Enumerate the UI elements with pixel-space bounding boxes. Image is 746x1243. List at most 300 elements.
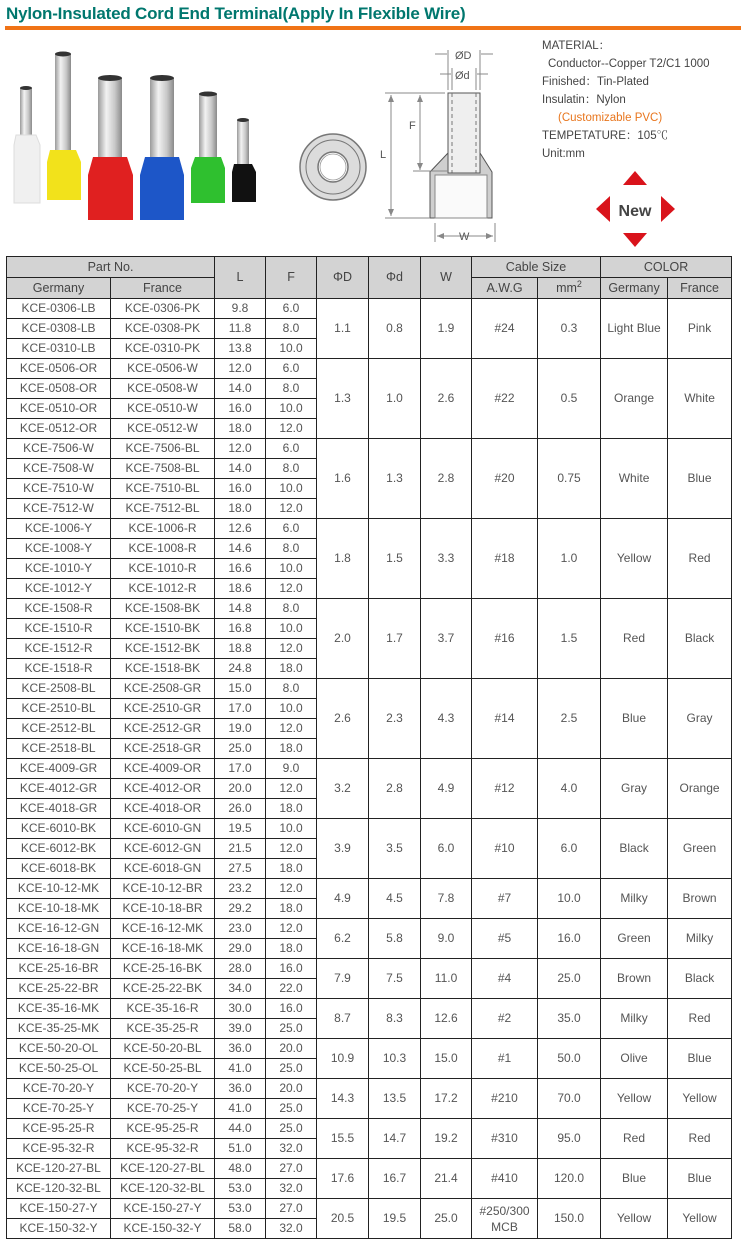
part-france: KCE-4012-OR [111,779,215,799]
table-row [7,359,732,379]
header-cable-size: Cable Size [472,257,601,278]
width-W: 3.3 [421,519,472,599]
width-W: 6.0 [421,819,472,879]
phi-D: 4.9 [317,879,369,919]
mm2: 150.0 [538,1199,601,1239]
phi-D: 6.2 [317,919,369,959]
table-row [7,1079,732,1099]
header-L: L [215,257,266,299]
length-F: 10.0 [266,819,317,839]
table-row [7,599,732,619]
mm2: 120.0 [538,1159,601,1199]
arrow-left-icon [596,196,610,222]
part-france: KCE-10-12-BR [111,879,215,899]
new-badge-label: New [618,203,652,220]
part-france: KCE-1518-BK [111,659,215,679]
part-france: KCE-7510-BL [111,479,215,499]
phi-D: 2.6 [317,679,369,759]
color-france: White [668,359,732,439]
length-F: 32.0 [266,1219,317,1239]
part-france: KCE-0510-W [111,399,215,419]
part-germany: KCE-50-20-OL [7,1039,111,1059]
length-L: 26.0 [215,799,266,819]
part-germany: KCE-1012-Y [7,579,111,599]
part-france: KCE-95-32-R [111,1139,215,1159]
part-germany: KCE-95-32-R [7,1139,111,1159]
mm2: 4.0 [538,759,601,819]
color-germany: Olive [601,1039,668,1079]
length-F: 18.0 [266,899,317,919]
phi-d: 8.3 [369,999,421,1039]
length-L: 53.0 [215,1179,266,1199]
width-W: 9.0 [421,919,472,959]
diagram-label-D: ØD [455,50,472,62]
length-F: 22.0 [266,979,317,999]
color-germany: Yellow [601,1079,668,1119]
width-W: 15.0 [421,1039,472,1079]
length-L: 18.6 [215,579,266,599]
temperature-spec: TEMPETATURE：105℃ [542,130,669,142]
length-L: 12.0 [215,359,266,379]
phi-d: 5.8 [369,919,421,959]
color-germany: Milky [601,879,668,919]
length-L: 18.0 [215,499,266,519]
mm2: 50.0 [538,1039,601,1079]
length-F: 18.0 [266,799,317,819]
part-france: KCE-1008-R [111,539,215,559]
phi-d: 13.5 [369,1079,421,1119]
length-L: 16.8 [215,619,266,639]
phi-D: 10.9 [317,1039,369,1079]
length-L: 18.0 [215,419,266,439]
part-france: KCE-50-20-BL [111,1039,215,1059]
part-france: KCE-7512-BL [111,499,215,519]
part-germany: KCE-120-32-BL [7,1179,111,1199]
diagram-label-W: W [459,231,470,243]
length-F: 12.0 [266,499,317,519]
part-germany: KCE-2510-BL [7,699,111,719]
length-F: 32.0 [266,1179,317,1199]
awg: #18 [472,519,538,599]
length-F: 8.0 [266,539,317,559]
part-germany: KCE-0512-OR [7,419,111,439]
length-L: 14.8 [215,599,266,619]
length-F: 6.0 [266,519,317,539]
length-L: 19.0 [215,719,266,739]
length-F: 12.0 [266,839,317,859]
spec-table-body [7,299,732,1239]
length-F: 25.0 [266,1019,317,1039]
part-germany: KCE-1508-R [7,599,111,619]
length-F: 10.0 [266,619,317,639]
phi-d: 4.5 [369,879,421,919]
table-row [7,1119,732,1139]
header-color: COLOR [601,257,732,278]
color-germany: Green [601,919,668,959]
part-germany: KCE-6012-BK [7,839,111,859]
table-row [7,759,732,779]
arrow-right-icon [661,196,675,222]
table-row [7,1199,732,1219]
length-L: 14.0 [215,459,266,479]
color-germany: Yellow [601,519,668,599]
length-F: 32.0 [266,1139,317,1159]
length-F: 10.0 [266,559,317,579]
length-L: 14.6 [215,539,266,559]
page-title: Nylon-Insulated Cord End Terminal(Apply In Flexible Wire) [6,4,466,23]
header-phi-d: Φd [369,257,421,299]
arrow-up-icon [623,171,647,185]
part-germany: KCE-7508-W [7,459,111,479]
color-france: Brown [668,879,732,919]
part-germany: KCE-1510-R [7,619,111,639]
diagram-label-L: L [380,149,387,161]
color-france: Gray [668,679,732,759]
part-france: KCE-1006-R [111,519,215,539]
color-germany: Light Blue [601,299,668,359]
color-france: Black [668,599,732,679]
part-france: KCE-16-18-MK [111,939,215,959]
length-L: 58.0 [215,1219,266,1239]
table-row [7,679,732,699]
length-L: 11.8 [215,319,266,339]
color-germany: White [601,439,668,519]
part-germany: KCE-4018-GR [7,799,111,819]
part-france: KCE-0306-PK [111,299,215,319]
part-germany: KCE-0508-OR [7,379,111,399]
length-L: 48.0 [215,1159,266,1179]
mm2: 70.0 [538,1079,601,1119]
length-F: 25.0 [266,1059,317,1079]
part-france: KCE-120-32-BL [111,1179,215,1199]
part-france: KCE-2512-GR [111,719,215,739]
length-F: 12.0 [266,419,317,439]
width-W: 2.6 [421,359,472,439]
phi-D: 20.5 [317,1199,369,1239]
table-row [7,999,732,1019]
length-F: 25.0 [266,1119,317,1139]
part-germany: KCE-35-16-MK [7,999,111,1019]
table-row [7,879,732,899]
length-F: 12.0 [266,879,317,899]
phi-D: 1.3 [317,359,369,439]
length-F: 20.0 [266,1039,317,1059]
length-L: 15.0 [215,679,266,699]
phi-D: 3.2 [317,759,369,819]
part-france: KCE-70-20-Y [111,1079,215,1099]
length-F: 12.0 [266,639,317,659]
arrow-down-icon [623,233,647,247]
part-france: KCE-10-18-BR [111,899,215,919]
color-france: Red [668,1119,732,1159]
phi-d: 1.3 [369,439,421,519]
color-france: Yellow [668,1079,732,1119]
length-F: 10.0 [266,339,317,359]
awg: #1 [472,1039,538,1079]
unit-spec: Unit:mm [542,148,585,160]
header-awg: A.W.G [472,278,538,299]
part-france: KCE-0506-W [111,359,215,379]
part-germany: KCE-0308-LB [7,319,111,339]
awg: #5 [472,919,538,959]
table-row [7,519,732,539]
part-germany: KCE-1006-Y [7,519,111,539]
awg: #20 [472,439,538,519]
mm2: 6.0 [538,819,601,879]
length-L: 20.0 [215,779,266,799]
phi-D: 14.3 [317,1079,369,1119]
mm2: 1.0 [538,519,601,599]
color-france: Milky [668,919,732,959]
length-F: 18.0 [266,739,317,759]
color-germany: Blue [601,1159,668,1199]
color-germany: Orange [601,359,668,439]
spec-table [6,256,732,1239]
phi-D: 17.6 [317,1159,369,1199]
phi-D: 3.9 [317,819,369,879]
phi-d: 19.5 [369,1199,421,1239]
length-F: 18.0 [266,939,317,959]
length-L: 29.0 [215,939,266,959]
color-france: Blue [668,1159,732,1199]
color-germany: Yellow [601,1199,668,1239]
length-L: 12.6 [215,519,266,539]
phi-d: 14.7 [369,1119,421,1159]
table-row [7,299,732,319]
part-germany: KCE-70-20-Y [7,1079,111,1099]
length-F: 12.0 [266,579,317,599]
part-germany: KCE-2508-BL [7,679,111,699]
part-france: KCE-95-25-R [111,1119,215,1139]
part-france: KCE-120-27-BL [111,1159,215,1179]
awg: #10 [472,819,538,879]
length-F: 8.0 [266,679,317,699]
part-germany: KCE-1512-R [7,639,111,659]
title-underline [5,26,741,30]
part-germany: KCE-7506-W [7,439,111,459]
part-france: KCE-1510-BK [111,619,215,639]
length-L: 34.0 [215,979,266,999]
ferrule-product-photo [0,40,290,220]
length-L: 19.5 [215,819,266,839]
conductor-spec: Conductor--Copper T2/C1 1000 [548,58,710,70]
part-france: KCE-6018-GN [111,859,215,879]
table-row [7,959,732,979]
mm2: 0.3 [538,299,601,359]
width-W: 12.6 [421,999,472,1039]
color-france: Yellow [668,1199,732,1239]
header-W: W [421,257,472,299]
phi-d: 16.7 [369,1159,421,1199]
part-france: KCE-4018-OR [111,799,215,819]
width-W: 11.0 [421,959,472,999]
length-L: 9.8 [215,299,266,319]
awg: #22 [472,359,538,439]
length-F: 16.0 [266,999,317,1019]
length-F: 8.0 [266,379,317,399]
mm2: 16.0 [538,919,601,959]
length-L: 44.0 [215,1119,266,1139]
phi-D: 8.7 [317,999,369,1039]
part-germany: KCE-25-16-BR [7,959,111,979]
part-germany: KCE-0510-OR [7,399,111,419]
width-W: 17.2 [421,1079,472,1119]
awg: #410 [472,1159,538,1199]
awg: #4 [472,959,538,999]
part-france: KCE-50-25-BL [111,1059,215,1079]
color-france: Red [668,999,732,1039]
length-L: 17.0 [215,759,266,779]
part-germany: KCE-150-32-Y [7,1219,111,1239]
awg: #210 [472,1079,538,1119]
header-phi-D: ΦD [317,257,369,299]
part-germany: KCE-6018-BK [7,859,111,879]
length-F: 6.0 [266,359,317,379]
length-L: 39.0 [215,1019,266,1039]
part-france: KCE-2508-GR [111,679,215,699]
color-germany: Gray [601,759,668,819]
mm2: 1.5 [538,599,601,679]
material-label: MATERIAL： [542,40,611,52]
length-L: 25.0 [215,739,266,759]
part-france: KCE-0308-PK [111,319,215,339]
table-row [7,819,732,839]
part-france: KCE-4009-OR [111,759,215,779]
length-L: 51.0 [215,1139,266,1159]
phi-d: 1.0 [369,359,421,439]
header-color-germany: Germany [601,278,668,299]
part-germany: KCE-10-18-MK [7,899,111,919]
length-L: 27.5 [215,859,266,879]
mm2: 2.5 [538,679,601,759]
color-germany: Red [601,599,668,679]
color-france: Blue [668,439,732,519]
length-F: 20.0 [266,1079,317,1099]
length-F: 18.0 [266,659,317,679]
length-F: 18.0 [266,859,317,879]
color-germany: Black [601,819,668,879]
phi-d: 0.8 [369,299,421,359]
part-france: KCE-25-16-BK [111,959,215,979]
length-F: 12.0 [266,919,317,939]
width-W: 4.9 [421,759,472,819]
length-L: 23.0 [215,919,266,939]
awg: #250/300 MCB [472,1199,538,1239]
length-F: 6.0 [266,299,317,319]
mm2: 0.75 [538,439,601,519]
width-W: 1.9 [421,299,472,359]
length-L: 12.0 [215,439,266,459]
table-row [7,439,732,459]
length-F: 10.0 [266,479,317,499]
mm2: 25.0 [538,959,601,999]
length-F: 8.0 [266,599,317,619]
length-L: 41.0 [215,1059,266,1079]
header-part-no: Part No. [7,257,215,278]
width-W: 7.8 [421,879,472,919]
length-F: 8.0 [266,459,317,479]
phi-d: 2.8 [369,759,421,819]
length-F: 10.0 [266,399,317,419]
part-germany: KCE-16-12-GN [7,919,111,939]
phi-D: 15.5 [317,1119,369,1159]
part-germany: KCE-120-27-BL [7,1159,111,1179]
table-row [7,919,732,939]
insulation-spec: Insulatin：Nylon [542,94,626,106]
part-germany: KCE-150-27-Y [7,1199,111,1219]
phi-d: 10.3 [369,1039,421,1079]
color-france: Pink [668,299,732,359]
phi-D: 1.8 [317,519,369,599]
part-france: KCE-2510-GR [111,699,215,719]
phi-D: 1.1 [317,299,369,359]
awg: #14 [472,679,538,759]
part-germany: KCE-50-25-OL [7,1059,111,1079]
length-L: 17.0 [215,699,266,719]
dimension-diagram [285,40,530,250]
color-france: Black [668,959,732,999]
width-W: 2.8 [421,439,472,519]
part-france: KCE-35-25-R [111,1019,215,1039]
part-germany: KCE-2518-BL [7,739,111,759]
color-france: Orange [668,759,732,819]
part-france: KCE-1010-R [111,559,215,579]
color-germany: Milky [601,999,668,1039]
diagram-label-F: F [409,120,416,132]
phi-D: 7.9 [317,959,369,999]
length-L: 18.8 [215,639,266,659]
length-F: 25.0 [266,1099,317,1119]
part-france: KCE-6010-GN [111,819,215,839]
color-france: Blue [668,1039,732,1079]
phi-D: 2.0 [317,599,369,679]
part-france: KCE-0310-PK [111,339,215,359]
part-germany: KCE-35-25-MK [7,1019,111,1039]
part-france: KCE-0508-W [111,379,215,399]
length-L: 16.0 [215,479,266,499]
table-row [7,1039,732,1059]
mm2: 95.0 [538,1119,601,1159]
awg: #310 [472,1119,538,1159]
color-germany: Brown [601,959,668,999]
length-F: 16.0 [266,959,317,979]
table-row [7,1159,732,1179]
length-F: 6.0 [266,439,317,459]
phi-d: 2.3 [369,679,421,759]
part-france: KCE-16-12-MK [111,919,215,939]
part-france: KCE-25-22-BK [111,979,215,999]
mm2: 10.0 [538,879,601,919]
part-germany: KCE-0310-LB [7,339,111,359]
length-L: 23.2 [215,879,266,899]
part-france: KCE-35-16-R [111,999,215,1019]
length-F: 9.0 [266,759,317,779]
length-F: 10.0 [266,699,317,719]
phi-D: 1.6 [317,439,369,519]
part-france: KCE-7506-BL [111,439,215,459]
width-W: 21.4 [421,1159,472,1199]
part-germany: KCE-1008-Y [7,539,111,559]
color-germany: Blue [601,679,668,759]
part-france: KCE-2518-GR [111,739,215,759]
length-L: 16.6 [215,559,266,579]
header-france: France [111,278,215,299]
part-germany: KCE-4009-GR [7,759,111,779]
part-germany: KCE-1010-Y [7,559,111,579]
length-L: 21.5 [215,839,266,859]
phi-d: 1.5 [369,519,421,599]
part-france: KCE-150-27-Y [111,1199,215,1219]
